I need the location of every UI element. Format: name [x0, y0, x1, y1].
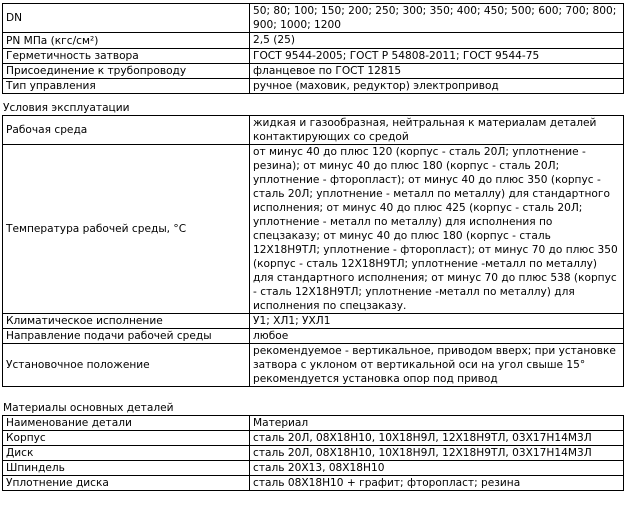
row-label: Шпиндель — [3, 461, 250, 476]
row-label: Установочное положение — [3, 344, 250, 387]
row-label: Герметичность затвора — [3, 49, 250, 64]
row-label: Корпус — [3, 431, 250, 446]
conditions-table — [2, 115, 624, 387]
table-row — [3, 64, 624, 79]
header-label: Наименование детали — [3, 416, 250, 431]
row-value: сталь 08Х18Н10 + графит; фторопласт; резина — [250, 476, 624, 491]
row-value: рекомендуемое - вертикальное, приводом вверх; при установке затвора с уклоном от вертикальной оси на угол свыше 15° рекомендуется установка опор под привод — [250, 344, 624, 387]
section-caption-materials: Материалы основных деталей — [3, 402, 174, 414]
table-header-row — [3, 416, 624, 431]
section-caption-conditions: Условия эксплуатации — [3, 102, 130, 114]
header-value: Материал — [250, 416, 624, 431]
table-row — [3, 79, 624, 94]
row-value: У1; ХЛ1; УХЛ1 — [250, 314, 624, 329]
row-value: сталь 20Х13, 08Х18Н10 — [250, 461, 624, 476]
row-value: сталь 20Л, 08Х18Н10, 10Х18Н9Л, 12Х18Н9ТЛ, 03Х17Н14М3Л — [250, 431, 624, 446]
row-label: Температура рабочей среды, °С — [3, 145, 250, 314]
main-spec-table — [2, 3, 624, 94]
table-row — [3, 344, 624, 387]
row-value: ручное (маховик, редуктор) электропривод — [250, 79, 624, 94]
row-value: фланцевое по ГОСТ 12815 — [250, 64, 624, 79]
materials-table — [2, 415, 624, 491]
table-row — [3, 329, 624, 344]
row-label: Климатическое исполнение — [3, 314, 250, 329]
row-value: жидкая и газообразная, нейтральная к материалам деталей контактирующих со средой — [250, 116, 624, 145]
table-row — [3, 431, 624, 446]
row-label: Рабочая среда — [3, 116, 250, 145]
table-row — [3, 461, 624, 476]
table-row — [3, 314, 624, 329]
row-label: DN — [3, 4, 250, 33]
row-label: Присоединение к трубопроводу — [3, 64, 250, 79]
row-value: любое — [250, 329, 624, 344]
row-value: от минус 40 до плюс 120 (корпус - сталь 20Л; уплотнение - резина); от минус 40 до плюс 180 (корпус - сталь 20Л; уплотнение - фторопласт); от минус 40 до плюс 350 (корпус - сталь 20Л; уплотнение - металл по металлу) для стандартного исполнения; от минус 40 до плюс 425 (корпус - сталь 20Л; уплотнение - металл по металлу) для исполнения по спецзаказу; от минус 40 до плюс 180 (корпус - сталь 12Х18Н9ТЛ; уплотнение - фторопласт); от минус 70 до плюс 350 (корпус - сталь 12Х18Н9ТЛ; уплотнение -металл по металлу) для стандартного исполнения; от минус 70 до плюс 538 (корпус - сталь 12Х18Н9ТЛ; уплотнение -металл по металлу) для исполнения по спецзаказу. — [250, 145, 624, 314]
table-row — [3, 476, 624, 491]
row-label: Уплотнение диска — [3, 476, 250, 491]
row-label: PN МПа (кгс/см²) — [3, 33, 250, 49]
table-row — [3, 49, 624, 64]
table-row — [3, 145, 624, 314]
row-label: Тип управления — [3, 79, 250, 94]
row-value: ГОСТ 9544-2005; ГОСТ Р 54808-2011; ГОСТ 9544-75 — [250, 49, 624, 64]
table-row — [3, 4, 624, 33]
table-row — [3, 33, 624, 49]
row-value: 2,5 (25) — [250, 33, 624, 49]
table-row — [3, 116, 624, 145]
table-row — [3, 446, 624, 461]
row-value: сталь 20Л, 08Х18Н10, 10Х18Н9Л, 12Х18Н9ТЛ, 03Х17Н14М3Л — [250, 446, 624, 461]
row-value: 50; 80; 100; 150; 200; 250; 300; 350; 400; 450; 500; 600; 700; 800; 900; 1000; 1200 — [250, 4, 624, 33]
row-label: Диск — [3, 446, 250, 461]
row-label: Направление подачи рабочей среды — [3, 329, 250, 344]
